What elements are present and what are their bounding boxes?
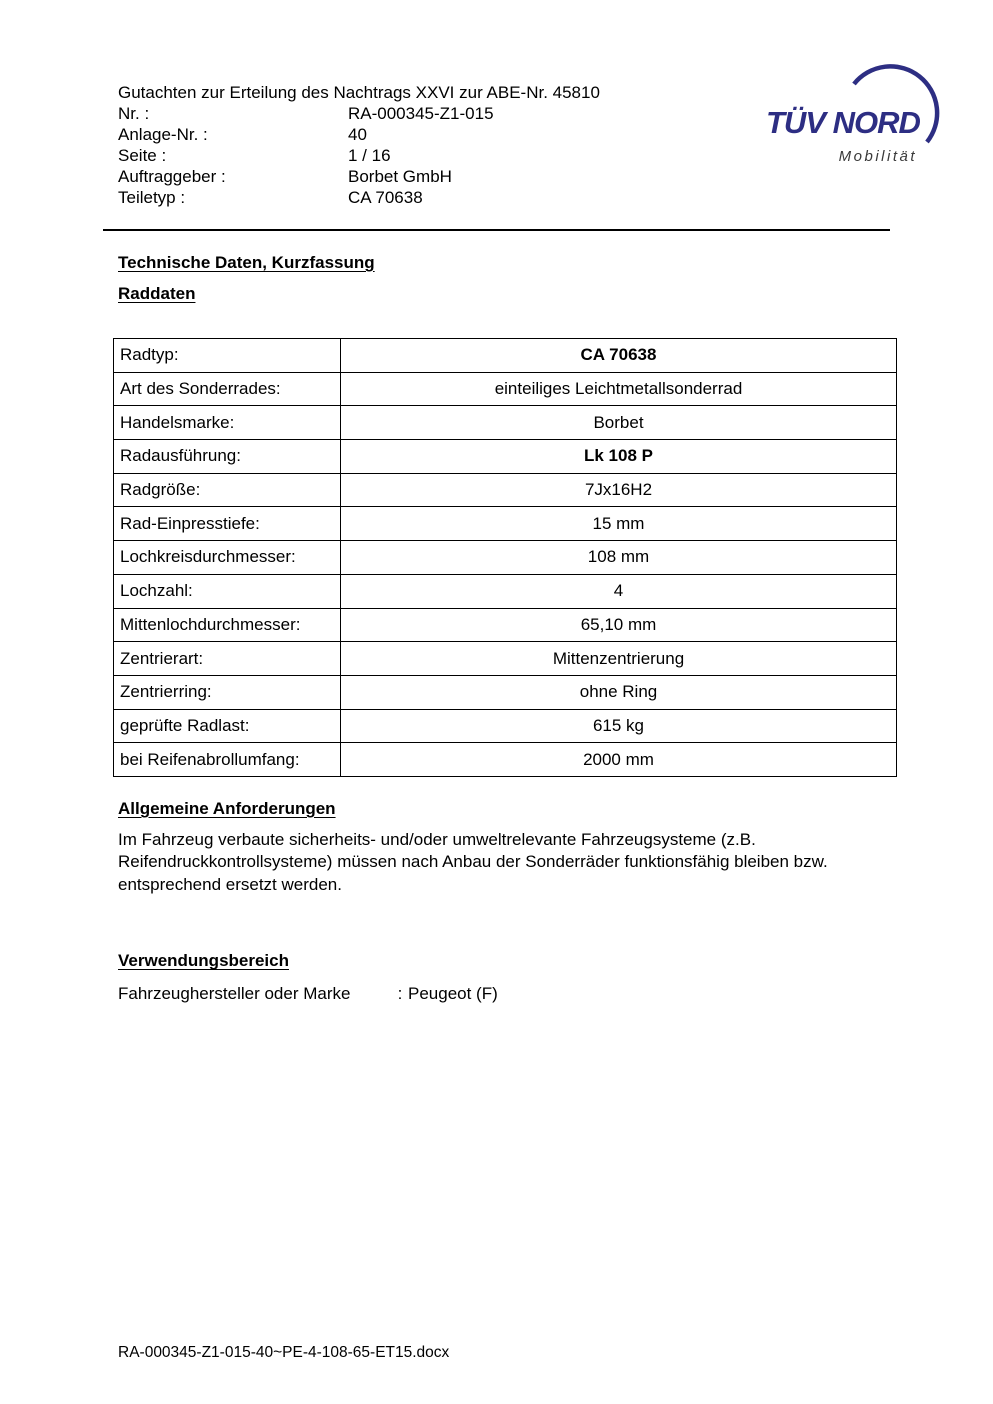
header-field-row [118, 103, 918, 124]
header-field-label: Nr. : [118, 104, 150, 123]
header-field-row [118, 145, 918, 166]
header-field-value: RA-000345-Z1-015 [348, 104, 494, 123]
table-row-value: 108 mm [341, 541, 897, 575]
heading-raddaten: Raddaten [118, 284, 196, 303]
table-row-label: geprüfte Radlast: [114, 709, 341, 743]
separator-colon: : [397, 984, 403, 1004]
table-row [114, 574, 897, 608]
table-row-value: ohne Ring [341, 675, 897, 709]
heading-verwendungsbereich: Verwendungsbereich [118, 951, 289, 971]
table-row-label: Handelsmarke: [114, 406, 341, 440]
table-row-value: Borbet [341, 406, 897, 440]
table-row [114, 675, 897, 709]
table-row-label: Rad-Einpresstiefe: [114, 507, 341, 541]
allgemeine-anforderungen-text: Im Fahrzeug verbaute sicherheits- und/oder umweltrelevante Fahrzeugsysteme (z.B. Reifendruckkontrollsysteme) müssen nach Anbau der Sonderräder funktionsfähig bleiben bzw. entsprechend ersetzt werden. [118, 829, 828, 894]
table-row [114, 372, 897, 406]
table-row-value: einteiliges Leichtmetallsonderrad [341, 372, 897, 406]
table-row [114, 642, 897, 676]
table-row-value: 615 kg [341, 709, 897, 743]
verwendungsbereich-row [118, 984, 918, 1004]
table-row [114, 473, 897, 507]
header-field-label: Auftraggeber : [118, 167, 226, 186]
header-field-value: Borbet GmbH [348, 167, 452, 186]
table-row-value: 4 [341, 574, 897, 608]
table-row [114, 541, 897, 575]
table-row [114, 339, 897, 373]
header-field-row [118, 124, 918, 145]
document-header [118, 82, 918, 208]
logo-brand-text: TÜV NORD [766, 105, 920, 140]
table-row [114, 608, 897, 642]
document-title: Gutachten zur Erteilung des Nachtrags XXVI zur ABE-Nr. 45810 [118, 83, 600, 102]
table-row-label: Radausführung: [114, 440, 341, 474]
table-row-value: 65,10 mm [341, 608, 897, 642]
heading-allgemeine-anforderungen: Allgemeine Anforderungen [118, 798, 336, 818]
header-field-value: 1 / 16 [348, 146, 391, 165]
header-field-value: CA 70638 [348, 188, 423, 207]
raddaten-table [113, 338, 897, 777]
header-field-label: Seite : [118, 146, 167, 165]
table-row-label: bei Reifenabrollumfang: [114, 743, 341, 777]
table-row-value: Lk 108 P [341, 440, 897, 474]
raddaten-table-body [114, 339, 897, 777]
header-field-row [118, 166, 918, 187]
table-row-label: Art des Sonderrades: [114, 372, 341, 406]
logo-tagline: Mobilität [838, 148, 917, 165]
footer-filename: RA-000345-Z1-015-40~PE-4-108-65-ET15.docx [118, 1344, 450, 1361]
table-row [114, 440, 897, 474]
table-row [114, 743, 897, 777]
header-fields [118, 103, 918, 208]
header-field-label: Teiletyp : [118, 188, 186, 207]
table-row-value: 2000 mm [341, 743, 897, 777]
table-row-label: Mittenlochdurchmesser: [114, 608, 341, 642]
table-row-label: Zentrierart: [114, 642, 341, 676]
header-divider [103, 229, 890, 231]
table-row [114, 406, 897, 440]
header-field-row [118, 187, 918, 208]
table-row-value: 7Jx16H2 [341, 473, 897, 507]
table-row-label: Radgröße: [114, 473, 341, 507]
table-row-label: Radtyp: [114, 339, 341, 373]
table-row-value: CA 70638 [341, 339, 897, 373]
table-row [114, 709, 897, 743]
table-row [114, 507, 897, 541]
table-row-value: Mittenzentrierung [341, 642, 897, 676]
heading-technische-daten: Technische Daten, Kurzfassung [118, 253, 375, 272]
table-row-value: 15 mm [341, 507, 897, 541]
header-field-value: 40 [348, 125, 367, 144]
table-row-label: Lochkreisdurchmesser: [114, 541, 341, 575]
table-row-label: Lochzahl: [114, 574, 341, 608]
header-field-label: Anlage-Nr. : [118, 125, 208, 144]
table-row-label: Zentrierring: [114, 675, 341, 709]
fahrzeughersteller-label: Fahrzeughersteller oder Marke [118, 984, 351, 1004]
fahrzeughersteller-value: Peugeot (F) [408, 984, 498, 1004]
